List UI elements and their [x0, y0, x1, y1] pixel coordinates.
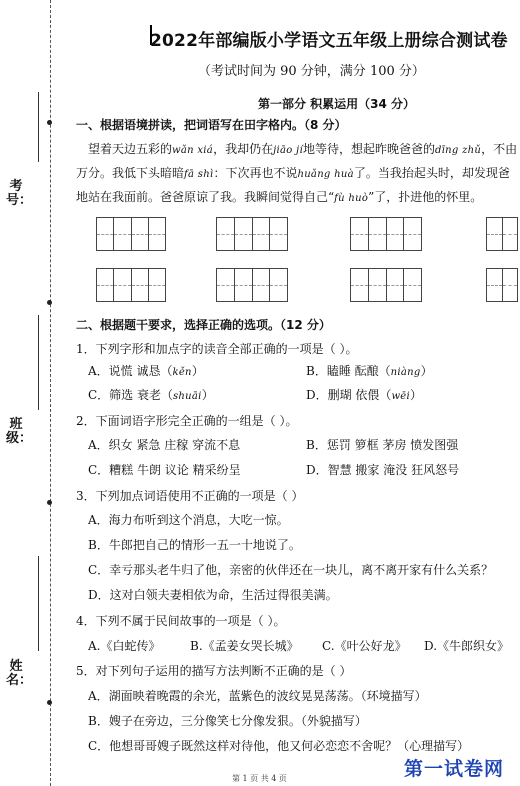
binding-dot: [47, 500, 52, 505]
binding-dot: [47, 300, 52, 305]
section1-heading: 一、根据语境拼读，把词语写在田字格内。（8 分）: [76, 118, 347, 132]
q2-option-c[interactable]: C．糟糕 牛朗 议论 精采纷呈: [88, 463, 241, 477]
name-label: 姓名：: [6, 659, 33, 688]
site-watermark: 第一试卷网: [404, 758, 505, 780]
pinyin-blank: fù huò: [334, 193, 369, 204]
q4-option-a[interactable]: A.《白蛇传》: [88, 639, 161, 653]
q3-option-b[interactable]: B．牛郎把自己的情形一五一十地说了。: [88, 538, 301, 552]
pinyin-blank: wǎn xiá: [172, 145, 214, 156]
q5-option-b[interactable]: B．嫂子在旁边，三分像笑七分像发狠。（外貌描写）: [88, 714, 367, 728]
binding-line: [50, 0, 51, 786]
name-line: [38, 556, 39, 651]
question-3-stem: 3．下列加点词语使用不正确的一项是（ ）: [76, 489, 304, 503]
q2-option-b[interactable]: B．惩罚 箩框 茅房 愤发图强: [306, 438, 459, 452]
question-1-stem: 1．下列字形和加点字的读音全部正确的一项是（ ）。: [76, 342, 358, 356]
q4-option-c[interactable]: C.《叶公好龙》: [322, 639, 407, 653]
exam-number-line: [38, 92, 39, 162]
q1-option-c[interactable]: C．筛选 衰老（shuāi）: [88, 388, 214, 402]
q3-option-d[interactable]: D．这对白领夫妻相依为命，生活过得很美满。: [88, 588, 338, 602]
pinyin-blank: dīng zhǔ: [434, 145, 482, 156]
passage-line-2: 万分。我低下头暗暗fā shì：下次再也不说huǎng huà了。当我抬起头时，却发现爸: [76, 166, 510, 180]
page-number: 第 1 页 共 4 页: [232, 774, 287, 783]
pinyin-blank: huǎng huà: [297, 169, 354, 180]
q5-option-a[interactable]: A．湖面映着晚霞的余光，蓝紫色的波纹晃晃荡荡。（环境描写）: [88, 689, 427, 703]
question-4-stem: 4．下列不属于民间故事的一项是（ ）。: [76, 614, 286, 628]
q1-option-d[interactable]: D．删瑚 依偎（wēi）: [306, 388, 423, 402]
exam-title: 2022年部编版小学语文五年级上册综合测试卷: [150, 31, 508, 51]
exam-subtitle: （考试时间为 90 分钟，满分 100 分）: [198, 64, 425, 79]
pinyin-blank: jiāo jí: [273, 145, 303, 156]
answer-grid-6[interactable]: [216, 268, 288, 302]
part-heading: 第一部分 积累运用（34 分）: [258, 97, 416, 111]
class-line: [38, 315, 39, 410]
answer-grid-7[interactable]: [350, 268, 422, 302]
section2-heading: 二、根据题干要求，选择正确的选项。（12 分）: [76, 318, 331, 332]
answer-grid-2[interactable]: [216, 217, 288, 251]
passage-line-3: 地站在我面前。爸爸原谅了我。我瞬间觉得自己“fù huò”了，扑进他的怀里。: [76, 190, 483, 204]
question-2-stem: 2．下面词语字形完全正确的一组是（ ）。: [76, 414, 298, 428]
q4-option-b[interactable]: B.《孟姜女哭长城》: [190, 639, 299, 653]
answer-grid-4[interactable]: [486, 217, 518, 251]
q2-option-d[interactable]: D．智慧 搬家 淹没 狂风怒号: [306, 463, 460, 477]
exam-number-label: 考号：: [6, 179, 33, 208]
class-label: 班级：: [6, 417, 33, 446]
q1-option-a[interactable]: A．说慌 诚恳（kěn）: [88, 364, 204, 378]
q4-option-d[interactable]: D.《牛郎织女》: [424, 639, 510, 653]
q3-option-c[interactable]: C．幸亏那头老牛归了他，亲密的伙伴还在一块儿，离不离开家有什么关系？: [88, 563, 494, 577]
answer-grid-5[interactable]: [96, 268, 166, 302]
answer-grid-8[interactable]: [486, 268, 518, 302]
answer-grid-1[interactable]: [96, 217, 166, 251]
passage-line-1: 望着天边五彩的wǎn xiá，我却仍在jiāo jí地等待，想起昨晚爸爸的dīng zhǔ，不由: [88, 142, 518, 156]
pinyin-blank: fā shì: [184, 169, 214, 180]
q5-option-c[interactable]: C．他想哥哥嫂子既然这样对待他，他又何必恋恋不舍呢？（心理描写）: [88, 739, 470, 753]
question-5-stem: 5．对下列句子运用的描写方法判断不正确的是（ ）: [76, 664, 352, 678]
binding-dot: [47, 700, 52, 705]
q3-option-a[interactable]: A．海力布听到这个消息，大吃一惊。: [88, 513, 289, 527]
q2-option-a[interactable]: A．织女 紧急 庄稼 穿流不息: [88, 438, 241, 452]
q1-option-b[interactable]: B．瞌睡 酝酿（niàng）: [306, 364, 433, 378]
binding-dot: [47, 120, 52, 125]
answer-grid-3[interactable]: [350, 217, 422, 251]
